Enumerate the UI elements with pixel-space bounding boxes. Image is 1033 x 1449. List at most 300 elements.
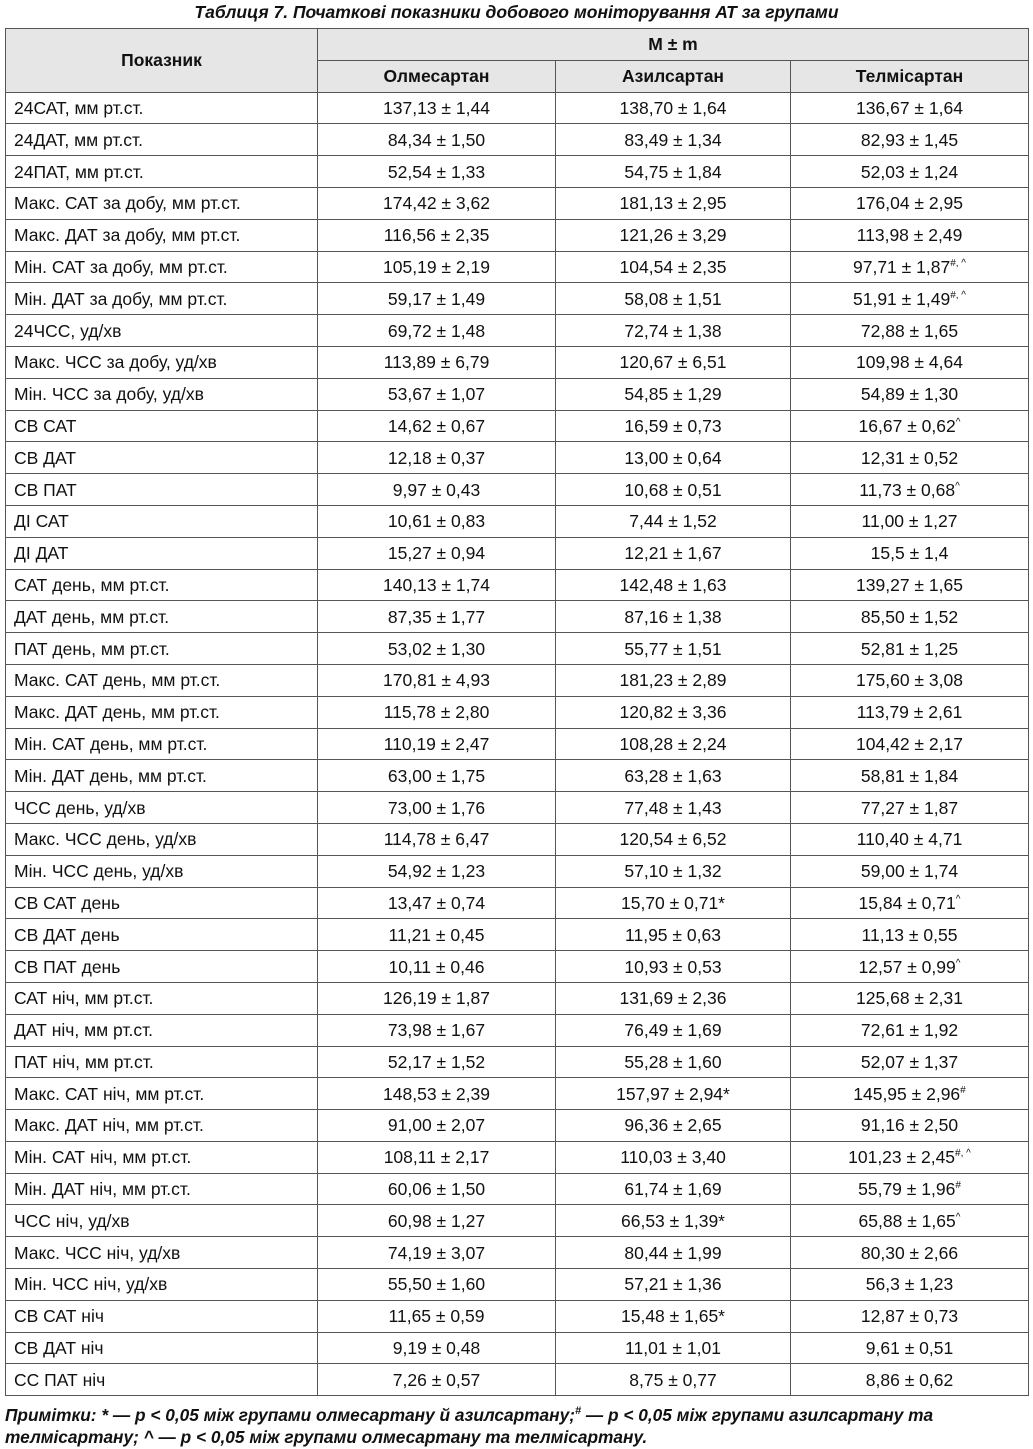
value-text: 69,72 ± 1,48 (387, 320, 486, 341)
value-cell (556, 1269, 791, 1301)
value-text: 80,44 ± 1,99 (624, 1242, 722, 1263)
indicator-cell: СВ ДАТ день (6, 919, 318, 951)
table-row (6, 187, 1029, 219)
value-cell (556, 1300, 791, 1332)
value-cell (318, 633, 556, 665)
value-text: 11,95 ± 0,63 (625, 924, 721, 945)
value-cell (318, 219, 556, 251)
table-row (6, 410, 1029, 442)
value-text: 72,74 ± 1,38 (624, 320, 722, 341)
value-text: 9,61 ± 0,51 (865, 1338, 954, 1359)
value-cell (556, 1046, 791, 1078)
table-row (6, 1332, 1029, 1364)
value-cell (556, 283, 791, 315)
value-cell (791, 760, 1029, 792)
table-row (6, 1237, 1029, 1269)
value-text: 15,70 ± 0,71* (621, 892, 725, 913)
value-text: 59,17 ± 1,49 (387, 288, 486, 309)
notes-hash-mark: # (574, 1405, 582, 1418)
value-cell (318, 664, 556, 696)
value-cell (791, 1110, 1029, 1142)
value-cell (318, 569, 556, 601)
value-cell (556, 1014, 791, 1046)
value-cell (556, 919, 791, 951)
table-row (6, 346, 1029, 378)
value-text: 181,13 ± 2,95 (619, 193, 727, 214)
value-cell (791, 378, 1029, 410)
table-row (6, 537, 1029, 569)
value-text: 66,53 ± 1,39* (621, 1210, 725, 1231)
group-header-telmisartan: Телмісартан (791, 60, 1029, 92)
value-cell (318, 283, 556, 315)
value-cell (556, 1364, 791, 1396)
value-cell (791, 1173, 1029, 1205)
indicator-cell: Макс. САТ ніч, мм рт.ст. (6, 1078, 318, 1110)
value-cell (318, 760, 556, 792)
value-cell (318, 251, 556, 283)
value-text: 63,28 ± 1,63 (624, 765, 722, 786)
value-text: 11,65 ± 0,59 (388, 1306, 485, 1327)
table-row (6, 982, 1029, 1014)
value-text: 125,68 ± 2,31 (856, 988, 963, 1009)
value-cell (556, 982, 791, 1014)
value-cell (791, 537, 1029, 569)
value-text: 73,00 ± 1,76 (387, 797, 486, 818)
table-row (6, 919, 1029, 951)
value-text: 72,88 ± 1,65 (860, 320, 959, 341)
value-text: 11,01 ± 1,01 (625, 1338, 721, 1359)
significance-mark: #, ^ (955, 1148, 971, 1160)
table-body (6, 92, 1029, 1396)
notes-text-1: Примітки: * — р < 0,05 між групами олмесартану й азилсартану; (5, 1405, 575, 1425)
value-text: 77,48 ± 1,43 (624, 797, 722, 818)
significance-mark: # (960, 1084, 966, 1096)
value-cell (318, 346, 556, 378)
value-cell (318, 696, 556, 728)
value-cell (791, 1364, 1029, 1396)
table-row (6, 1269, 1029, 1301)
value-cell (318, 601, 556, 633)
value-text: 142,48 ± 1,63 (619, 574, 727, 595)
value-cell (791, 505, 1029, 537)
table-row (6, 951, 1029, 983)
value-cell (318, 887, 556, 919)
value-cell (556, 442, 791, 474)
table-row (6, 569, 1029, 601)
value-text: 15,27 ± 0,94 (387, 543, 486, 564)
value-cell (556, 1141, 791, 1173)
value-cell (556, 1237, 791, 1269)
value-cell (318, 792, 556, 824)
value-cell (791, 442, 1029, 474)
value-text: 139,27 ± 1,65 (856, 574, 963, 595)
value-text: 96,36 ± 2,65 (624, 1115, 722, 1136)
value-text: 136,67 ± 1,64 (856, 97, 963, 118)
indicator-cell: СВ САТ (6, 410, 318, 442)
value-cell (318, 1110, 556, 1142)
value-cell (791, 855, 1029, 887)
value-cell (318, 1046, 556, 1078)
value-cell (791, 346, 1029, 378)
indicator-cell: Мін. ДАТ ніч, мм рт.ст. (6, 1173, 318, 1205)
significance-mark: #, ^ (950, 289, 966, 301)
value-text: 12,57 ± 0,99 (858, 956, 956, 977)
value-cell (318, 1078, 556, 1110)
value-cell (556, 664, 791, 696)
value-cell (791, 251, 1029, 283)
value-text: 54,89 ± 1,30 (860, 384, 959, 405)
value-text: 170,81 ± 4,93 (383, 670, 490, 691)
value-cell (791, 887, 1029, 919)
value-text: 76,49 ± 1,69 (624, 1020, 722, 1041)
value-cell (318, 1173, 556, 1205)
mean-header: M ± m (318, 29, 1029, 61)
indicator-cell: ДАТ день, мм рт.ст. (6, 601, 318, 633)
value-text: 55,79 ± 1,96 (858, 1179, 956, 1200)
value-text: 138,70 ± 1,64 (619, 97, 727, 118)
indicator-cell: Мін. САТ за добу, мм рт.ст. (6, 251, 318, 283)
value-text: 55,50 ± 1,60 (387, 1274, 486, 1295)
value-text: 14,62 ± 0,67 (387, 415, 486, 436)
table-row (6, 1078, 1029, 1110)
value-cell (791, 474, 1029, 506)
significance-mark: ^ (955, 894, 961, 906)
indicator-cell: 24ДАТ, мм рт.ст. (6, 124, 318, 156)
value-cell (556, 315, 791, 347)
value-cell (318, 156, 556, 188)
value-text: 87,16 ± 1,38 (624, 606, 722, 627)
value-text: 15,5 ± 1,4 (870, 543, 949, 564)
value-cell (791, 1014, 1029, 1046)
value-cell (556, 696, 791, 728)
indicator-cell: Мін. ДАТ день, мм рт.ст. (6, 760, 318, 792)
value-text: 8,75 ± 0,77 (629, 1369, 717, 1390)
value-cell (318, 124, 556, 156)
table-row (6, 887, 1029, 919)
value-text: 59,00 ± 1,74 (860, 861, 959, 882)
value-text: 174,42 ± 3,62 (383, 193, 490, 214)
table-row (6, 792, 1029, 824)
value-text: 91,16 ± 2,50 (860, 1115, 959, 1136)
indicator-cell: Мін. САТ день, мм рт.ст. (6, 728, 318, 760)
value-text: 120,54 ± 6,52 (619, 829, 727, 850)
table-row (6, 728, 1029, 760)
value-cell (791, 728, 1029, 760)
indicator-cell: 24ПАТ, мм рт.ст. (6, 156, 318, 188)
value-text: 105,19 ± 2,19 (383, 256, 490, 277)
value-cell (791, 792, 1029, 824)
value-cell (791, 1237, 1029, 1269)
value-cell (791, 283, 1029, 315)
value-text: 113,89 ± 6,79 (383, 352, 490, 373)
value-cell (556, 1332, 791, 1364)
table-row (6, 760, 1029, 792)
value-cell (791, 1141, 1029, 1173)
value-cell (791, 315, 1029, 347)
value-text: 57,10 ± 1,32 (624, 861, 722, 882)
value-cell (318, 1014, 556, 1046)
table-row (6, 315, 1029, 347)
table-row (6, 378, 1029, 410)
value-text: 60,98 ± 1,27 (387, 1210, 486, 1231)
value-cell (556, 474, 791, 506)
value-text: 12,87 ± 0,73 (860, 1306, 959, 1327)
value-text: 110,03 ± 3,40 (620, 1147, 726, 1168)
value-cell (556, 760, 791, 792)
value-text: 60,06 ± 1,50 (387, 1179, 486, 1200)
value-text: 109,98 ± 4,64 (856, 352, 963, 373)
table-row (6, 92, 1029, 124)
significance-mark: ^ (955, 957, 961, 969)
indicator-cell: Мін. ЧСС за добу, уд/хв (6, 378, 318, 410)
value-text: 104,54 ± 2,35 (619, 256, 727, 277)
indicator-cell: Мін. ДАТ за добу, мм рт.ст. (6, 283, 318, 315)
value-text: 108,11 ± 2,17 (383, 1147, 490, 1168)
value-text: 54,75 ± 1,84 (624, 161, 722, 182)
value-cell (318, 728, 556, 760)
table-row (6, 601, 1029, 633)
value-cell (556, 92, 791, 124)
value-text: 137,13 ± 1,44 (383, 97, 490, 118)
value-text: 52,54 ± 1,33 (387, 161, 486, 182)
table-row (6, 442, 1029, 474)
indicator-cell: Макс. ДАТ за добу, мм рт.ст. (6, 219, 318, 251)
value-cell (318, 855, 556, 887)
value-cell (791, 187, 1029, 219)
value-cell (791, 1269, 1029, 1301)
value-text: 87,35 ± 1,77 (387, 606, 486, 627)
value-text: 181,23 ± 2,89 (619, 670, 727, 691)
value-cell (791, 1205, 1029, 1237)
indicator-cell: СВ САТ ніч (6, 1300, 318, 1332)
value-cell (318, 1141, 556, 1173)
indicator-cell: СВ ПАТ день (6, 951, 318, 983)
value-text: 52,81 ± 1,25 (860, 638, 959, 659)
value-text: 120,67 ± 6,51 (619, 352, 727, 373)
significance-mark: ^ (955, 480, 960, 492)
value-text: 15,84 ± 0,71 (858, 892, 956, 913)
value-cell (556, 633, 791, 665)
value-cell (556, 251, 791, 283)
table-row (6, 251, 1029, 283)
indicator-cell: Макс. САТ за добу, мм рт.ст. (6, 187, 318, 219)
table-row (6, 664, 1029, 696)
value-text: 11,13 ± 0,55 (861, 924, 958, 945)
value-cell (556, 1173, 791, 1205)
value-cell (791, 124, 1029, 156)
value-cell (318, 92, 556, 124)
table-row (6, 283, 1029, 315)
table-row (6, 1046, 1029, 1078)
table-row (6, 1141, 1029, 1173)
value-text: 121,26 ± 3,29 (619, 225, 727, 246)
indicator-cell: САТ ніч, мм рт.ст. (6, 982, 318, 1014)
value-text: 8,86 ± 0,62 (865, 1369, 954, 1390)
indicator-cell: ДІ САТ (6, 505, 318, 537)
indicator-cell: СС ПАТ ніч (6, 1364, 318, 1396)
value-text: 140,13 ± 1,74 (383, 574, 490, 595)
value-cell (318, 410, 556, 442)
value-text: 13,00 ± 0,64 (624, 447, 722, 468)
value-cell (791, 92, 1029, 124)
value-text: 52,03 ± 1,24 (860, 161, 959, 182)
value-cell (791, 1332, 1029, 1364)
table-row (6, 1014, 1029, 1046)
value-text: 7,44 ± 1,52 (629, 511, 717, 532)
value-cell (791, 1300, 1029, 1332)
value-text: 53,67 ± 1,07 (387, 384, 486, 405)
table-row (6, 1300, 1029, 1332)
value-cell (791, 696, 1029, 728)
value-text: 176,04 ± 2,95 (856, 193, 963, 214)
value-cell (318, 919, 556, 951)
value-cell (791, 919, 1029, 951)
value-text: 7,26 ± 0,57 (392, 1369, 481, 1390)
value-cell (318, 982, 556, 1014)
value-text: 55,77 ± 1,51 (624, 638, 722, 659)
value-cell (791, 1046, 1029, 1078)
value-text: 52,17 ± 1,52 (387, 1051, 486, 1072)
value-cell (318, 1237, 556, 1269)
indicator-cell: Макс. САТ день, мм рт.ст. (6, 664, 318, 696)
table-row (6, 505, 1029, 537)
significance-mark: ^ (955, 1212, 961, 1224)
value-cell (556, 537, 791, 569)
value-text: 12,31 ± 0,52 (860, 447, 959, 468)
value-text: 55,28 ± 1,60 (624, 1051, 722, 1072)
value-cell (556, 156, 791, 188)
significance-mark: #, ^ (950, 258, 966, 270)
value-text: 51,91 ± 1,49 (853, 288, 951, 309)
value-cell (791, 982, 1029, 1014)
indicator-header: Показник (6, 29, 318, 93)
value-text: 56,3 ± 1,23 (865, 1274, 954, 1295)
value-cell (556, 792, 791, 824)
group-header-olmesartan: Олмесартан (318, 60, 556, 92)
significance-mark: ^ (955, 417, 961, 429)
value-text: 11,21 ± 0,45 (388, 924, 485, 945)
value-cell (791, 1078, 1029, 1110)
header-row (6, 29, 1029, 61)
table-row (6, 855, 1029, 887)
value-cell (556, 219, 791, 251)
value-cell (556, 410, 791, 442)
value-text: 10,93 ± 0,53 (624, 956, 722, 977)
indicator-cell: ДАТ ніч, мм рт.ст. (6, 1014, 318, 1046)
value-text: 11,00 ± 1,27 (861, 511, 958, 532)
value-cell (556, 951, 791, 983)
value-text: 54,92 ± 1,23 (387, 861, 486, 882)
indicator-cell: ДІ ДАТ (6, 537, 318, 569)
value-text: 57,21 ± 1,36 (624, 1274, 722, 1295)
value-text: 97,71 ± 1,87 (853, 256, 951, 277)
indicator-cell: ЧСС день, уд/хв (6, 792, 318, 824)
value-text: 120,82 ± 3,36 (619, 702, 727, 723)
value-text: 9,97 ± 0,43 (392, 479, 481, 500)
value-text: 84,34 ± 1,50 (387, 129, 486, 150)
value-text: 148,53 ± 2,39 (383, 1083, 490, 1104)
indicator-cell: 24САТ, мм рт.ст. (6, 92, 318, 124)
value-cell (318, 315, 556, 347)
value-text: 9,19 ± 0,48 (392, 1338, 481, 1359)
value-text: 58,81 ± 1,84 (860, 765, 959, 786)
value-text: 131,69 ± 2,36 (619, 988, 727, 1009)
data-table (5, 28, 1029, 1396)
value-cell (556, 124, 791, 156)
value-cell (556, 346, 791, 378)
table-row (6, 633, 1029, 665)
value-cell (556, 823, 791, 855)
indicator-cell: ПАТ ніч, мм рт.ст. (6, 1046, 318, 1078)
value-text: 10,68 ± 0,51 (624, 479, 722, 500)
value-text: 175,60 ± 3,08 (856, 670, 963, 691)
table-row (6, 124, 1029, 156)
value-cell (791, 569, 1029, 601)
value-cell (556, 505, 791, 537)
table-row (6, 219, 1029, 251)
value-text: 101,23 ± 2,45 (848, 1147, 956, 1168)
value-cell (556, 187, 791, 219)
table-row (6, 1110, 1029, 1142)
value-cell (318, 187, 556, 219)
value-text: 157,97 ± 2,94* (616, 1083, 730, 1104)
value-text: 65,88 ± 1,65 (858, 1210, 956, 1231)
value-cell (556, 378, 791, 410)
indicator-cell: Мін. ЧСС ніч, уд/хв (6, 1269, 318, 1301)
table-row (6, 474, 1029, 506)
value-text: 115,78 ± 2,80 (383, 702, 490, 723)
value-text: 80,30 ± 2,66 (860, 1242, 959, 1263)
indicator-cell: Мін. ЧСС день, уд/хв (6, 855, 318, 887)
indicator-cell: САТ день, мм рт.ст. (6, 569, 318, 601)
indicator-cell: Макс. ДАТ ніч, мм рт.ст. (6, 1110, 318, 1142)
value-text: 83,49 ± 1,34 (624, 129, 722, 150)
value-text: 13,47 ± 0,74 (387, 892, 486, 913)
value-text: 110,19 ± 2,47 (383, 733, 490, 754)
value-text: 54,85 ± 1,29 (624, 384, 722, 405)
value-text: 126,19 ± 1,87 (383, 988, 490, 1009)
table-row (6, 696, 1029, 728)
value-cell (791, 664, 1029, 696)
value-cell (318, 505, 556, 537)
value-text: 11,73 ± 0,68 (859, 479, 956, 500)
value-text: 16,67 ± 0,62 (858, 415, 956, 436)
value-cell (791, 410, 1029, 442)
value-cell (791, 951, 1029, 983)
table-notes (5, 1404, 1025, 1448)
value-text: 116,56 ± 2,35 (383, 225, 490, 246)
table-row (6, 1364, 1029, 1396)
value-cell (318, 1269, 556, 1301)
indicator-cell: ЧСС ніч, уд/хв (6, 1205, 318, 1237)
value-cell (556, 569, 791, 601)
value-text: 72,61 ± 1,92 (860, 1020, 959, 1041)
indicator-cell: ПАТ день, мм рт.ст. (6, 633, 318, 665)
indicator-cell: Мін. САТ ніч, мм рт.ст. (6, 1141, 318, 1173)
value-cell (318, 1332, 556, 1364)
table-row (6, 1173, 1029, 1205)
value-text: 61,74 ± 1,69 (624, 1179, 722, 1200)
value-cell (556, 1078, 791, 1110)
indicator-cell: Макс. ДАТ день, мм рт.ст. (6, 696, 318, 728)
value-text: 113,98 ± 2,49 (856, 225, 963, 246)
value-cell (556, 855, 791, 887)
value-cell (318, 1364, 556, 1396)
value-cell (791, 823, 1029, 855)
indicator-cell: СВ ДАТ ніч (6, 1332, 318, 1364)
value-text: 58,08 ± 1,51 (624, 288, 722, 309)
value-cell (791, 633, 1029, 665)
